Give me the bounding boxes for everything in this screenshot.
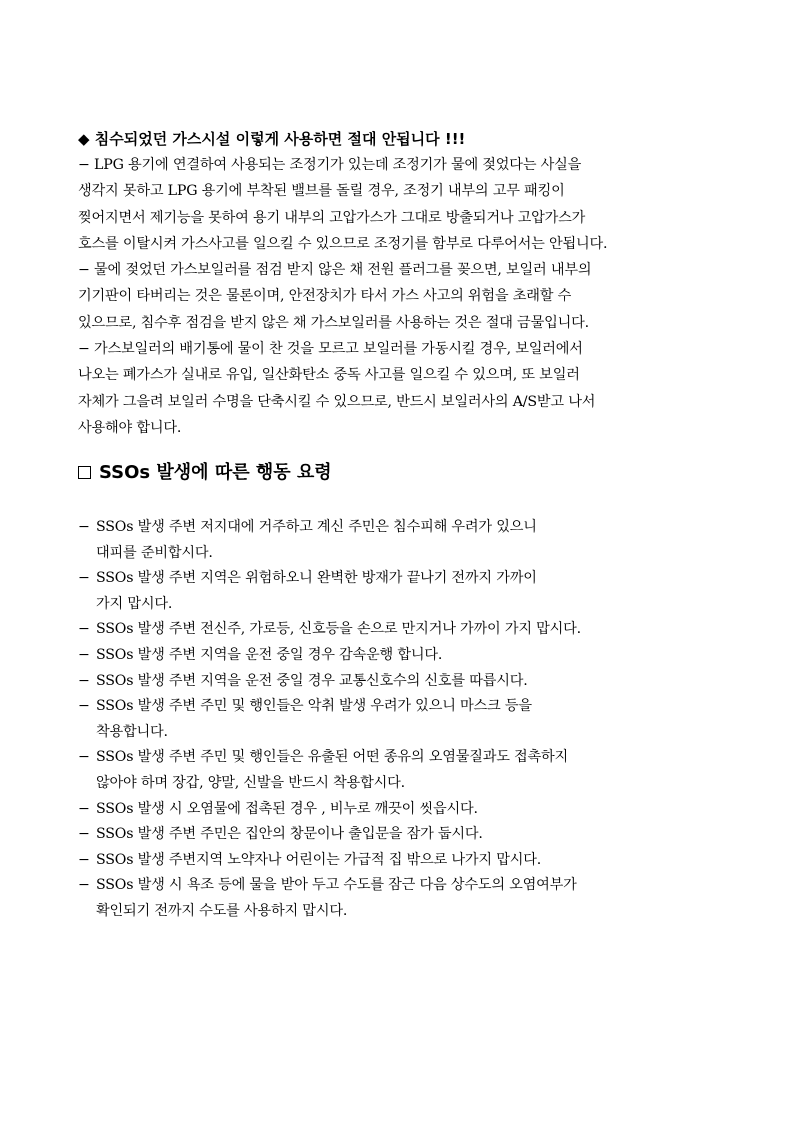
gas-safety-heading: ◆ 침수되었던 가스시설 이렇게 사용하면 절대 안됩니다 !!!	[78, 130, 466, 148]
body-line: 호스를 이탈시켜 가스사고를 일으킬 수 있으므로 조정기를 함부로 다루어서는 안됩니다.	[78, 235, 608, 252]
list-item	[78, 797, 728, 823]
list-item-text: SSOs 발생 주변 지역을 운전 중일 경우 감속운행 합니다.	[96, 646, 443, 663]
list-item	[78, 617, 728, 643]
dash-bullet: −	[78, 646, 90, 663]
list-item-text: SSOs 발생 주변 지역은 위험하오니 완벽한 방재가 끝나기 전까지 가까이	[96, 570, 537, 587]
dash-bullet: −	[78, 621, 90, 638]
dash-bullet: −	[78, 570, 90, 587]
list-item	[78, 822, 728, 848]
body-line: 사용해야 합니다.	[78, 419, 182, 436]
dash-bullet: −	[78, 851, 90, 868]
sso-section-title-text: SSOs 발생에 따른 행동 요령	[99, 462, 332, 483]
body-line: 자체가 그을려 보일러 수명을 단축시킬 수 있으므로, 반드시 보일러사의 A/S받고 나서	[78, 393, 596, 410]
dash-bullet: −	[78, 698, 90, 715]
list-item-text: 착용합니다.	[96, 723, 168, 740]
list-item	[78, 515, 728, 566]
body-line: 기기판이 타버리는 것은 물론이며, 안전장치가 타서 가스 사고의 위험을 초래할 수	[78, 288, 572, 305]
list-item	[78, 848, 728, 874]
dash-bullet: −	[78, 672, 90, 689]
list-item-text: SSOs 발생 시 욕조 등에 물을 받아 두고 수도를 잠근 다음 상수도의 오염여부가	[96, 877, 577, 894]
gas-safety-body	[78, 152, 718, 441]
gas-safety-section	[78, 126, 718, 441]
list-item-text: SSOs 발생 주변 지역을 운전 중일 경우 교통신호수의 신호를 따릅시다.	[96, 672, 528, 689]
body-line: 있으므로, 침수후 점검을 받지 않은 채 가스보일러를 사용하는 것은 절대 금물입니다.	[78, 314, 589, 331]
list-item	[78, 745, 728, 796]
list-item-text: SSOs 발생 주변지역 노약자나 어린이는 가급적 집 밖으로 나가지 맙시다.	[96, 851, 542, 868]
list-item	[78, 873, 728, 924]
sso-section-title	[78, 458, 332, 488]
list-item-text: 확인되기 전까지 수도를 사용하지 맙시다.	[96, 902, 348, 919]
checkbox-square-icon	[78, 466, 91, 479]
list-item-text: SSOs 발생 주변 주민 및 행인들은 악취 발생 우려가 있으니 마스크 등을	[96, 698, 532, 715]
sso-action-list	[78, 515, 728, 925]
list-item-text: SSOs 발생 주변 주민 및 행인들은 유출된 어떤 종유의 오염물질과도 접촉하지	[96, 749, 569, 766]
dash-bullet: −	[78, 519, 90, 535]
body-line: 나오는 폐가스가 실내로 유입, 일산화탄소 중독 사고를 일으킬 수 있으며, 또 보일러	[78, 367, 580, 384]
body-line: − LPG 용기에 연결하여 사용되는 조정기가 있는데 조정기가 물에 젖었다는 사실을	[78, 157, 582, 173]
list-item-text: SSOs 발생 주변 전신주, 가로등, 신호등을 손으로 만지거나 가까이 가지 맙시다.	[96, 621, 581, 638]
list-item-text: SSOs 발생 주변 저지대에 거주하고 계신 주민은 침수피해 우려가 있으니	[96, 519, 537, 535]
list-item-text: SSOs 발생 시 오염물에 접촉된 경우 , 비누로 깨끗이 씻읍시다.	[96, 800, 478, 817]
dash-bullet: −	[78, 877, 90, 894]
body-line: − 가스보일러의 배기통에 물이 찬 것을 모르고 보일러를 가동시킬 경우, 보일러에서	[78, 341, 583, 358]
dash-bullet: −	[78, 800, 90, 817]
list-item-text: 가지 맙시다.	[96, 595, 173, 612]
list-item-text: SSOs 발생 주변 주민은 집안의 창문이나 출입문을 잠가 둡시다.	[96, 826, 483, 843]
list-item-text: 대피를 준비합시다.	[96, 544, 213, 561]
body-line: 생각지 못하고 LPG 용기에 부착된 밸브를 돌릴 경우, 조정기 내부의 고무 패킹이	[78, 183, 565, 200]
dash-bullet: −	[78, 826, 90, 843]
dash-bullet: −	[78, 749, 90, 766]
body-line: − 물에 젖었던 가스보일러를 점검 받지 않은 채 전원 플러그를 꽂으면, 보일러 내부의	[78, 262, 592, 279]
list-item	[78, 694, 728, 745]
list-item	[78, 643, 728, 669]
list-item	[78, 669, 728, 695]
list-item	[78, 566, 728, 617]
list-item-text: 않아야 하며 장갑, 양말, 신발을 반드시 착용합시다.	[96, 774, 405, 791]
body-line: 찢어지면서 제기능을 못하여 용기 내부의 고압가스가 그대로 방출되거나 고압가스가	[78, 209, 586, 226]
